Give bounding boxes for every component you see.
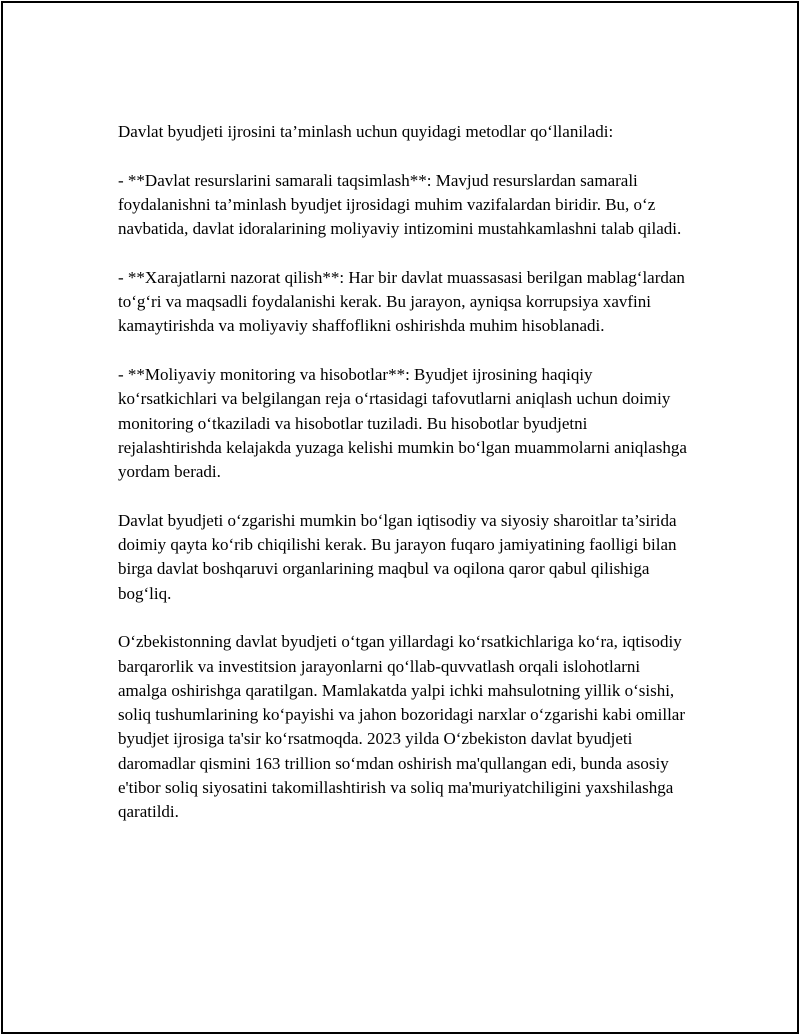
list-item-resource-allocation: - **Davlat resurslarini samarali taqsimlash**: Mavjud resurslardan samarali foydalanishni ta’minlash byudjet ijrosidagi muhim vazifalardan biridir. Bu, o‘z navbatida, davlat idoralarining moliyaviy intizomini mustahkamlashni talab qiladi. xyxy=(118,170,682,239)
review-paragraph: Davlat byudjeti o‘zgarishi mumkin bo‘lgan iqtisodiy va siyosiy sharoitlar ta’sirida doimiy qayta ko‘rib chiqilishi kerak. Bu jarayon fuqaro jamiyatining faolligi bilan birga davlat boshqaruvi organlarining maqbul va oqilona qaror qabul qilishiga bog‘liq. xyxy=(118,510,677,603)
list-item-financial-monitoring: - **Moliyaviy monitoring va hisobotlar**: Byudjet ijrosining haqiqiy ko‘rsatkichlari va belgilangan reja o‘rtasidagi tafovutlarni aniqlash uchun doimiy monitoring o‘tkaziladi va hisobotlar tuziladi. Bu hisobotlar byudjetni rejalashtirishda kelajakda yuzaga kelishi mumkin bo‘lgan muammolarni aniqlashga yordam beradi. xyxy=(118,364,687,482)
uzbekistan-budget-paragraph: O‘zbekistonning davlat byudjeti o‘tgan yillardagi ko‘rsatkichlariga ko‘ra, iqtisodiy barqarorlik va investitsion jarayonlarni qo‘llab-quvvatlash orqali islohotlarni amalga oshirishga qaratilgan. Mamlakatda yalpi ichki mahsulotning yillik o‘sishi, soliq tushumlarining ko‘payishi va jahon bozoridagi narxlar o‘zgarishi kabi omillar byudjet ijrosiga ta'sir ko‘rsatmoqda. 2023 yilda O‘zbekiston davlat byudjeti daromadlar qismini 163 trillion so‘mdan oshirish ma'qullangan edi, bunda asosiy e'tibor soliq siyosatini takomillashtirish va soliq ma'muriyatchiligini yaxshilashga qaratildi. xyxy=(118,632,686,822)
document-body xyxy=(118,120,693,825)
list-item-expense-control: - **Xarajatlarni nazorat qilish**: Har bir davlat muassasasi berilgan mablag‘lardan to‘g‘ri va maqsadli foydalanishi kerak. Bu jarayon, ayniqsa korrupsiya xavfini kamaytirishda va moliyaviy shaffoflikni oshirishda muhim hisoblanadi. xyxy=(118,267,685,336)
page-frame xyxy=(1,1,799,1034)
intro-paragraph: Davlat byudjeti ijrosini ta’minlash uchun quyidagi metodlar qo‘llaniladi: xyxy=(118,122,614,141)
